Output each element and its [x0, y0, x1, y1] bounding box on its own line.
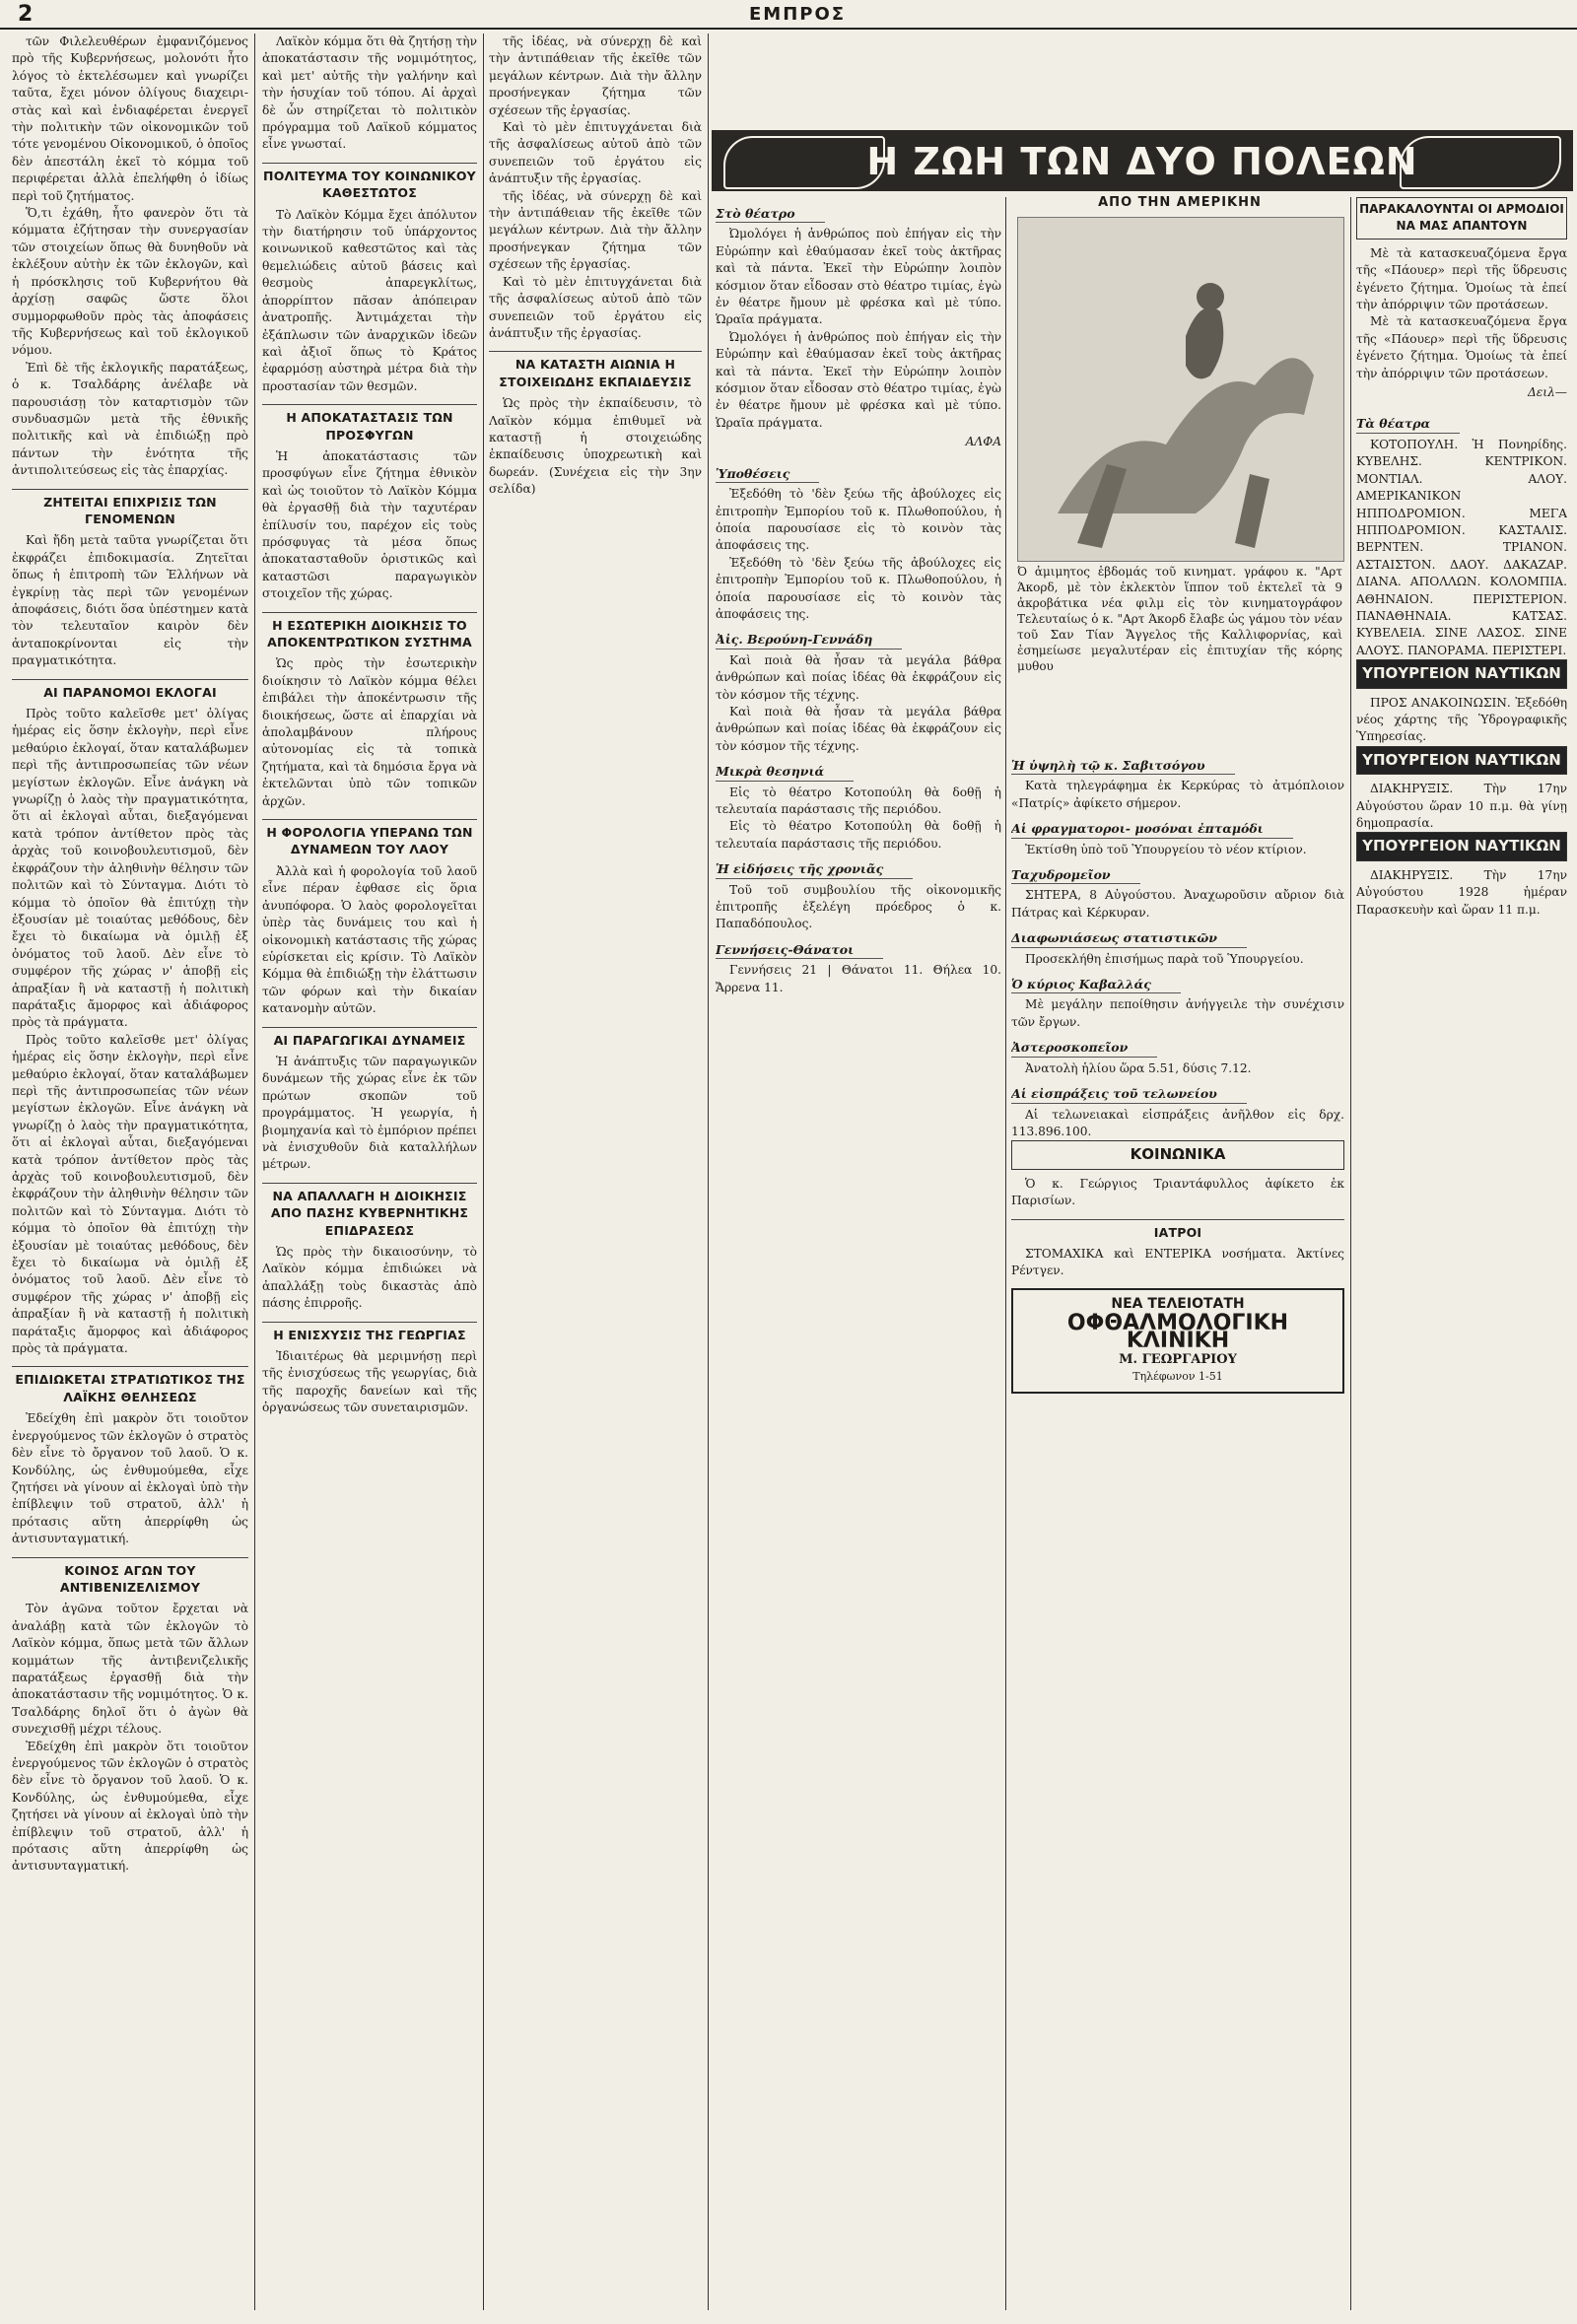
clinic-advertisement [1011, 1288, 1344, 1394]
paragraph: ΠΡΟΣ ΑΝΑΚΟΙΝΩΣΙΝ. Ἐξεδόθη νέος χάρτης τῆς Ὑδρογραφικῆς Ὑπηρεσίας. [1356, 695, 1567, 744]
paragraph: Ἐπὶ δὲ τῆς ἐκλογικῆς παρατάξεως, ὁ κ. Τσαλδάρης ἀνέλαβε νὰ παρουσιάσῃ τὸν καταρτισμὸν τῶν συνδυασμῶν μετὰ τῆς ἐθνικῆς πολιτικῆς καὶ νὰ ἐπιδιώξῃ πρὸ πάντων τὴν ἑνότητα τῆς ἀντιπολιτεύσεως εἰς τὰς ἐπαρχίας. [12, 360, 248, 478]
paragraph: Ἀνατολὴ ἡλίου ὥρα 5.51, δύσις 7.12. [1025, 1060, 1252, 1075]
column-rule [708, 34, 709, 2310]
rubric-heading: Τὰ θέατρα [1356, 415, 1460, 433]
ministry-notice-heading: ΥΠΟΥΡΓΕΙΟΝ ΝΑΥΤΙΚΩΝ [1356, 746, 1567, 775]
paragraph: Ὡς πρὸς τὴν ἐσωτερικὴν διοίκησιν τὸ Λαϊκὸν κόμμα θέλει ἐπιβάλει τὴν ἀποκέντρωσιν τῆς διοικήσεως, ὥστε αἱ ἐπαρχίαι νὰ ἀπολαμβάνουν πλήρους αὐτονομίας εἰς τὰ τοπικὰ ζητήματα, καὶ τὰ δημόσια ἔργα νὰ ἐκτελῶνται ὑπὸ τῶν τοπικῶν ἀρχῶν. [262, 656, 477, 808]
ad-line: Τηλέφωνον 1-51 [1132, 1370, 1223, 1384]
paragraph: Καὶ ποιὰ θὰ ἦσαν τὰ μεγάλα βάθρα ἀνθρώπων καὶ ποίας ἰδέας θὰ ἐκφράζουν εἰς τὸν κόσμον τῆς τέχνης. [716, 704, 1001, 753]
paragraph: Πρὸς τοῦτο καλεῖσθε μετ' ὀλίγας ἡμέρας εἰς ὅσην ἐκλογὴν, περὶ εἶνε μεθαύριο ἐκλογαί, ὅταν καταλάβωμεν περὶ τῆς ἀντιπροσωπείας τῶν νέων μεγίστων ἐκλογῶν. Εἶνε ἀνάγκη νὰ γνωρίζῃ ὁ λαὸς τὴν πραγματικότητα, ὅτι αἱ ἐκλογαὶ αὗται, διεξαγόμεναι κατὰ τρόπον ἀντίθετον πρὸς τὰς ἀρχὰς τοῦ κοινοβουλευτισμοῦ, δὲν ἐκφράζουν τὴν ἀληθινὴν θέλησιν τῶν πολιτῶν καὶ τὸ Σύνταγμα. Διότι τὸ κόμμα τὸ ὁποῖον θὰ ἐπιτύχῃ τὴν ἐξουσίαν μὲ τοιαύτας μεθόδους, δὲν ἔχει τὸ δικαίωμα νὰ ὁμιλῇ ἐξ ὀνόματος τοῦ λαοῦ. Δὲν εἶνε τὸ συμφέρον τῆς χώρας ν' ἀποβῇ εἰς ἀπραξίαν ἢ νὰ καταστῇ ἡ πολιτικὴ παράταξις ἄμορφος καὶ ἀδιάφορος πρὸς τὰ πράγματα. [12, 1032, 248, 1356]
paragraph: Καὶ τὸ μὲν ἐπιτυγχάνεται διὰ τῆς ἀσφαλίσεως αὐτοῦ ἀπὸ τῶν συνεπειῶν τοῦ ἐργάτου εἰς ἀνάπτυξιν τῆς ἐργασίας. [489, 274, 702, 340]
paragraph: ΣΤΟΜΑΧΙΚΑ καὶ ΕΝΤΕΡΙΚΑ νοσήματα. Ἀκτίνες Ρέντγεν. [1011, 1246, 1344, 1278]
article-column-1 [12, 34, 248, 2310]
masthead [0, 0, 1577, 30]
photo-heading: ΑΠΟ ΤΗΝ ΑΜΕΡΙΚΗΝ [1098, 195, 1262, 210]
author-signature: Δειλ— [1527, 385, 1567, 400]
paragraph: Ἐξεδόθη τὸ 'δὲν ξεύω τῆς ἀβούλοχες εἰς ἐπιτροπὴν Ἐμπορίου τοῦ κ. Πλωθοπούλου, ἡ ὁποία παρουσίασε εἰς τὸ κοινὸν τὰς ἀποφάσεις της. [716, 487, 1001, 553]
article-column-5 [1011, 749, 1344, 2310]
column-rule [483, 34, 484, 2310]
paragraph: Μὲ μεγάλην πεποίθησιν ἀνήγγειλε τὴν συνέχισιν τῶν ἔργων. [1011, 997, 1344, 1029]
rubric-heading: Ὑποθέσεις [716, 465, 819, 483]
notice-line: ΝΑ ΜΑΣ ΑΠΑΝΤΟΥΝ [1396, 219, 1528, 234]
paragraph: Λαϊκὸν κόμμα ὅτι θὰ ζητήσῃ τὴν ἀποκατάστασιν τῆς νομιμότητος, καὶ μετ' αὐτῆς τὴν γαλήνην καὶ τὴν ἡσυχίαν τοῦ τόπου. Αἱ ἀρχαὶ δὲ ὧν στηρίζεται τὸ πολιτικὸν πρόγραμμα τοῦ Λαϊκοῦ κόμματος εἶνε γνωσταί. [262, 34, 477, 152]
section-heading: ΚΟΙΝΟΣ ΑΓΩΝ ΤΟΥ ΑΝΤΙΒΕΝΙΖΕΛΙΣΜΟΥ [12, 1557, 248, 1597]
article-column-6 [1356, 197, 1567, 2310]
paragraph: Ἰδιαιτέρως θὰ μεριμνήσῃ περὶ τῆς ἐνισχύσεως τῆς γεωργίας, διὰ τῆς παροχῆς δανείων καὶ τῆς ὀργανώσεως τῶν συνεταιρισμῶν. [262, 1349, 477, 1415]
paragraph: Ἐκτίσθη ὑπὸ τοῦ Ὑπουργείου τὸ νέον κτίριον. [1025, 842, 1307, 856]
paragraph: τῆς ἰδέας, νὰ σύνερχῃ δὲ καὶ τὴν ἀντιπάθειαν τῆς ἐκεῖθε τῶν μεγάλων κέντρων. Διὰ τὴν ἄλλην προσήνεγκαν ζήτημα τῶν σχέσεων τῆς ἐργασίας. [489, 188, 702, 272]
notice-box [1356, 197, 1567, 239]
notice-line: ΠΑΡΑΚΑΛΟΥΝΤΑΙ ΟΙ ΑΡΜΟΔΙΟΙ [1359, 202, 1564, 216]
paragraph: Ὡς πρὸς τὴν ἐκπαίδευσιν, τὸ Λαϊκὸν κόμμα ἐπιθυμεῖ νὰ καταστῇ ἡ στοιχειώδης ἐκπαίδευσις ὑποχρεωτικὴ καὶ δωρεάν. (Συνέχεια εἰς τὴν 3ην σελίδα) [489, 396, 702, 497]
paragraph: Καὶ ἤδη μετὰ ταῦτα γνωρίζεται ὅτι ἐκφράζει ἐπιδοκιμασία. Ζητεῖται ὅπως ἡ ἐπιτροπὴ τῶν Ἑλλήνων νὰ ἐγκρίνῃ τὰς περὶ τῶν γενομένων ἀποφάσεις, διότι ὅσα ὑπέστημεν κατὰ τὸν τελευταῖον καιρὸν δὲν ἀνταποκρίνονται εἰς τὴν πραγματικότητα. [12, 533, 248, 668]
section-heading: ΝΑ ΚΑΤΑΣΤΗ ΑΙΩΝΙΑ Η ΣΤΟΙΧΕΙΩΔΗΣ ΕΚΠΑΙΔΕΥΣΙΣ [489, 351, 702, 390]
paragraph: Κατὰ τηλεγράφημα ἐκ Κερκύρας τὸ ἀτμόπλοιον «Πατρίς» ἀφίκετο σήμερον. [1011, 779, 1344, 810]
paragraph: Ἀλλὰ καὶ ἡ φορολογία τοῦ λαοῦ εἶνε πέραν ἐφθασε εἰς ὅρια ἀνυπόφορα. Ὁ λαὸς φορολογεῖται ὑπὲρ τὰς δυνάμεις του καὶ ἡ οἰκονομικὴ κατάστασις τῆς χώρας εὑρίσκεται εἰς κρίσιν. Τὸ Λαϊκὸν Κόμμα θὰ ἐπιδιώξῃ τὴν ἐλάττωσιν τῶν φόρων καὶ τὴν δικαίαν κατανομὴν αὐτῶν. [262, 863, 477, 1016]
paragraph: ΣΗΤΕΡΑ, 8 Αὐγούστου. Ἀναχωροῦσιν αὔριον διὰ Πάτρας καὶ Κέρκυραν. [1011, 888, 1344, 920]
banner-title: Η ΖΩΗ ΤΩΝ ΔΥΟ ΠΟΛΕΩΝ [866, 140, 1418, 183]
section-heading: Η ΑΠΟΚΑΤΑΣΤΑΣΙΣ ΤΩΝ ΠΡΟΣΦΥΓΩΝ [262, 404, 477, 444]
masthead-rule [0, 28, 1577, 30]
paragraph: Ὁ κ. Γεώργιος Τριαντάφυλλος ἀφίκετο ἐκ Παρισίων. [1011, 1176, 1344, 1208]
column-rule [254, 34, 255, 2310]
paper-name: ΕΜΠΡΟΣ [749, 4, 847, 25]
section-heading: ΕΠΙΔΙΩΚΕΤΑΙ ΣΤΡΑΤΙΩΤΙΚΟΣ ΤΗΣ ΛΑΪΚΗΣ ΘΕΛΗΣΕΩΣ [12, 1366, 248, 1405]
paragraph: Τὸ Λαϊκὸν Κόμμα ἔχει ἀπόλυτον τὴν διατήρησιν τοῦ ὑπάρχοντος κοινωνικοῦ καθεστῶτος καὶ τὰς θεμελιώδεις αὐτοῦ βάσεις καὶ θεσμοὺς ἀπαρεγκλίτως, ἀπορρίπτον πᾶσαν ἀπόπειραν ἀνατροπῆς. Ἀντιμάχεται τὴν ἐξάπλωσιν τῶν ἀναρχικῶν ἰδεῶν καὶ ἀξιοῖ ὅπως τὸ Κράτος ἐφαρμόσῃ αὐστηρὰ μέτρα διὰ τὴν προστασίαν τῶν θεσμῶν. [262, 207, 477, 393]
section-heading: ΑΙ ΠΑΡΑΝΟΜΟΙ ΕΚΛΟΓΑΙ [12, 679, 248, 701]
section-heading: ΠΟΛΙΤΕΥΜΑ ΤΟΥ ΚΟΙΝΩΝΙΚΟΥ ΚΑΘΕΣΤΩΤΟΣ [262, 163, 477, 202]
paragraph: Τὸν ἀγῶνα τοῦτον ἔρχεται νὰ ἀναλάβῃ κατὰ τῶν ἐκλογῶν τὸ Λαϊκὸν κόμμα, ὅπως μετὰ τῶν ἄλλων κομμάτων τῆς ἀντιβενιζελικῆς παρατάξεως ἐργασθῇ διὰ τὴν ἀποκατάστασιν τῆς νομιμότητος. Ὁ κ. Τσαλδάρης δηλοῖ ὅτι ὁ ἀγὼν θὰ συνεχισθῇ μέχρι τέλους. [12, 1602, 248, 1737]
section-heading: Η ΕΝΙΣΧΥΣΙΣ ΤΗΣ ΓΕΩΡΓΙΑΣ [262, 1322, 477, 1343]
photo-caption: Ό ἀμιμητος ἑβδομάς τοῦ κινηματ. γράφου κ. "Αρτ Άκορδ, μὲ τὸν ἐκλεκτὸν ἵππον τοῦ ἐκτελεῖ τὰ 9 ἀκροβάτικα νέα φιλμ εἰς τὸν κινηματογράφον Τελευταίως ὁ κ. "Αρτ Άκορδ ἔλαβε ὡς γάμου τὸν νέαν τοῦ Σαν Τίαν Ἄγγελος τῆς Καλλιφορνίας, καὶ ἐσημείωσε μεγαλυτέραν εἰς ἐπιτυχίαν τῆς κόρης μυθου [1017, 565, 1342, 673]
paragraph: ΔΙΑΚΗΡΥΞΙΣ. Τὴν 17ην Αὐγούστου ὥραν 10 π.μ. θὰ γίνῃ δημοπρασία. [1356, 782, 1567, 830]
ministry-notice-heading: ΥΠΟΥΡΓΕΙΟΝ ΝΑΥΤΙΚΩΝ [1356, 659, 1567, 688]
section-heading: Η ΦΟΡΟΛΟΓΙΑ ΥΠΕΡΑΝΩ ΤΩΝ ΔΥΝΑΜΕΩΝ ΤΟΥ ΛΑΟΥ [262, 819, 477, 858]
ad-line: ΝΕΑ ΤΕΛΕΙΟΤΑΤΗ [1111, 1295, 1245, 1312]
rubric-heading: Ἀστεροσκοπεῖον [1011, 1039, 1157, 1057]
article-column-4 [716, 197, 1001, 2310]
paragraph: Ἡ ἀποκατάστασις τῶν προσφύγων εἶνε ζήτημα ἐθνικὸν καὶ ὡς τοιοῦτον τὸ Λαϊκὸν Κόμμα θὰ ἐργασθῇ διὰ τὴν ταχυτέραν ἐπίλυσίν του, παρέχον εἰς τοὺς πρόσφυγας τὰ μέσα ὅπως ἀποκατασταθοῦν ὁριστικῶς καὶ καταστῶσι παραγωγικὸν στοιχεῖον τῆς χώρας. [262, 448, 477, 601]
paragraph: Ἡ ἀνάπτυξις τῶν παραγωγικῶν δυνάμεων τῆς χώρας εἶνε ἐκ τῶν πρώτων σκοπῶν τοῦ προγράμματος. Ἡ γεωργία, ἡ βιομηχανία καὶ τὸ ἐμπόριον πρέπει νὰ ἐνισχυθοῦν διὰ καταλλήλων μέτρων. [262, 1054, 477, 1172]
paragraph: τῆς ἰδέας, νὰ σύνερχῃ δὲ καὶ τὴν ἀντιπάθειαν τῆς ἐκεῖθε τῶν μεγάλων κέντρων. Διὰ τὴν ἄλλην προσήνεγκαν ζήτημα τῶν σχέσεων τῆς ἐργασίας. [489, 34, 702, 117]
paragraph: Καὶ ποιὰ θὰ ἦσαν τὰ μεγάλα βάθρα ἀνθρώπων καὶ ποίας ἰδέας θὰ ἐκφράζουν εἰς τὸν κόσμον τῆς τέχνης. [716, 652, 1001, 702]
paragraph: Καὶ τὸ μὲν ἐπιτυγχάνεται διὰ τῆς ἀσφαλίσεως αὐτοῦ ἀπὸ τῶν συνεπειῶν τοῦ ἐργάτου εἰς ἀνάπτυξιν τῆς ἐργασίας. [489, 120, 702, 186]
rubric-heading: Αἱ φραγματοροι- μοσόναι ἐπταμόδι [1011, 820, 1293, 838]
rubric-heading: Ἡ ὑψηλὴ τῷ κ. Σαβιτσόγου [1011, 757, 1235, 775]
column-rule [1350, 197, 1351, 2310]
paragraph: ΚΟΤΟΠΟΥΛΗ. Ἡ Πονηρίδης. ΚΥΒΕΛΗΣ. ΚΕΝΤΡΙΚΟΝ. ΜΟΝΤΙΑΛ. ΑΛΟΥ. ΑΜΕΡΙΚΑΝΙΚΟΝ ΗΠΠΟΔΡΟΜΙΟΝ. ΜΕΓΑ ΗΠΠΟΔΡΟΜΙΟΝ. ΚΑΣΤΑΛΙΣ. ΒΕΡΝΤΕΝ. ΤΡΙΑΝΟΝ. ΑΣΤΑΙΣΤΟΝ. ΔΑΟΥ. ΔΑΚΑΖΑΡ. ΔΙΑΝΑ. ΑΠΟΛΛΩΝ. ΚΟΛΟΜΠΙΑ. ΑΘΗΝΑΙΟΝ. ΠΕΡΙΣΤΕΡΙΟΝ. ΠΑΝΑΘΗΝΑΙΑ. ΚΑΤΣΑΣ. ΚΥΒΕΛΕΙΑ. ΣΙΝΕ ΛΑΣΟΣ. ΣΙΝΕ ΑΛΟΥΣ. ΠΑΝΟΡΑΜΑ. ΠΕΡΙΣΤΕΡΙ. [1356, 437, 1567, 657]
section-heading: ΝΑ ΑΠΑΛΛΑΓΗ Η ΔΙΟΙΚΗΣΙΣ ΑΠΟ ΠΑΣΗΣ ΚΥΒΕΡΝΗΤΙΚΗΣ ΕΠΙΔΡΑΣΕΩΣ [262, 1183, 477, 1239]
paragraph: Ὅ,τι ἐχάθη, ἦτο φανερὸν ὅτι τὰ κόμματα ἐζήτησαν τὴν συνεργασίαν τῶν στοιχείων ὅπως θὰ δυνηθοῦν νὰ ἐκλέξουν αὐτὴν ἐκ τῶν ἐκλογῶν, καὶ ἡ πρόσκλησις τοῦ Κυβερνήτου θὰ ἀρχίσῃ σαφῶς ὥστε ὅλοι συμμορφωθοῦν πρὸς τὰς ἀποφάσεις τῆς Κυβερνήσεως καὶ τοῦ ἐκλογικοῦ νόμου. [12, 206, 248, 358]
paragraph: Μὲ τὰ κατασκευαζόμενα ἔργα τῆς «Πάουερ» περὶ τῆς ὕδρευσις ἐγένετο ζήτημα. Ὁμοίως τὰ ἐπεί τὴν ἀπόρριψιν τῶν προτάσεων. [1356, 245, 1567, 312]
rubric-heading: Διαφωνιάσεως στατιστικῶν [1011, 929, 1247, 947]
paragraph: Ἐξεδόθη τὸ 'δὲν ξεύω τῆς ἀβούλοχες εἰς ἐπιτροπὴν Ἐμπορίου τοῦ κ. Πλωθοπούλου, ἡ ὁποία παρουσίασε εἰς τὸ κοινὸν τὰς ἀποφάσεις της. [716, 555, 1001, 621]
rubric-heading: Αἱ εἰσπράξεις τοῦ τελωνείου [1011, 1085, 1247, 1103]
rubric-heading: Ταχυδρομεῖον [1011, 866, 1140, 884]
paragraph: Αἱ τελωνειακαὶ εἰσπράξεις ἀνῆλθον εἰς δρχ. 113.896.100. [1011, 1107, 1344, 1138]
paragraph: Ὠμολόγει ἡ ἀνθρώπος ποὺ ἐπήγαν εἰς τὴν Εὐρώπην καὶ ἐθαύμασαν ἐκεῖ τοὺς ἀκτῆρας καὶ τὰ πάντα. Ἐκεῖ τὴν Εὐρώπην λοιπὸν κόσμιον ὅταν εἶδοσαν στὸ θέατρο τιμίας, ἐγὼ ἐν θέατρε ἤμουν μὲ φρέσκα καὶ μὲ τύπο. Ὡραῖα πράγματα. [716, 329, 1001, 430]
rubric-heading: Ἀἰς. Βερούνη-Γεννάδη [716, 631, 902, 649]
article-column-3 [489, 34, 702, 2310]
paragraph: Ἐδείχθη ἐπὶ μακρὸν ὅτι τοιοῦτον ἐνεργούμενος τῶν ἐκλογῶν ὁ στρατὸς δὲν εἶνε τὸ ὄργανον τοῦ λαοῦ. Ὁ κ. Κονδύλης, ὡς ἐνθυμούμεθα, εἶχε ζητήσει νὰ γίνουν αἱ ἐκλογαὶ ὑπὸ τὴν ἐπίβλεψιν τοῦ στρατοῦ, ἀλλ' ἡ πρότασις αὕτη ἀπερρίφθη ὡς ἀντισυνταγματική. [12, 1739, 248, 1874]
author-signature: ΑΛΦΑ [965, 435, 1001, 449]
paragraph: Μὲ τὰ κατασκευαζόμενα ἔργα τῆς «Πάουερ» περὶ τῆς ὕδρευσις ἐγένετο ζήτημα. Ὁμοίως τὰ ἐπεί τὴν ἀπόρριψιν τῶν προτάσεων. [1356, 314, 1567, 380]
paragraph: Γεννήσεις 21 | Θάνατοι 11. Θήλεα 10. Ἄρρενα 11. [716, 963, 1001, 994]
section-banner [712, 130, 1573, 191]
ad-line: Μ. ΓΕΩΡΓΑΡΙΟΥ [1119, 1351, 1237, 1367]
paragraph: Εἰς τὸ θέατρο Κοτοπούλη θὰ δοθῇ ἡ τελευταία παράστασις τῆς περιόδου. [716, 785, 1001, 816]
paragraph: Πρὸς τοῦτο καλεῖσθε μετ' ὀλίγας ἡμέρας εἰς ὅσην ἐκλογὴν, περὶ εἶνε μεθαύριο ἐκλογαί, ὅταν καταλάβωμεν περὶ τῆς ἀντιπροσωπείας τῶν νέων μεγίστων ἐκλογῶν. Εἶνε ἀνάγκη νὰ γνωρίζῃ ὁ λαὸς τὴν πραγματικότητα, ὅτι αἱ ἐκλογαὶ αὗται, διεξαγόμεναι κατὰ τρόπον ἀντίθετον πρὸς τὰς ἀρχὰς τοῦ κοινοβουλευτισμοῦ, δὲν ἐκφράζουν τὴν ἀληθινὴν θέλησιν τῶν πολιτῶν καὶ τὸ Σύνταγμα. Διότι τὸ κόμμα τὸ ὁποῖον θὰ ἐπιτύχῃ τὴν ἐξουσίαν μὲ τοιαύτας μεθόδους, δὲν ἔχει τὸ δικαίωμα νὰ ὁμιλῇ ἐξ ὀνόματος τοῦ λαοῦ. Δὲν εἶνε τὸ συμφέρον τῆς χώρας ν' ἀποβῇ εἰς ἀπραξίαν ἢ νὰ καταστῇ ἡ πολιτικὴ παράταξις ἄμορφος καὶ ἀδιάφορος πρὸς τὰ πράγματα. [12, 707, 248, 1030]
page-number: 2 [18, 2, 34, 27]
section-heading: ΑΙ ΠΑΡΑΓΩΓΙΚΑΙ ΔΥΝΑΜΕΙΣ [262, 1027, 477, 1049]
section-heading: Η ΕΣΩΤΕΡΙΚΗ ΔΙΟΙΚΗΣΙΣ ΤΟ ΑΠΟΚΕΝΤΡΩΤΙΚΟΝ ΣΥΣΤΗΜΑ [262, 612, 477, 651]
paragraph: ΔΙΑΚΗΡΥΞΙΣ. Τὴν 17ην Αὐγούστου 1928 ἡμέραν Παρασκευὴν καὶ ὥραν 11 π.μ. [1356, 867, 1567, 917]
paragraph: Ἐδείχθη ἐπὶ μακρὸν ὅτι τοιοῦτον ἐνεργούμενος τῶν ἐκλογῶν ὁ στρατὸς δὲν εἶνε τὸ ὄργανον τοῦ λαοῦ. Ὁ κ. Κονδύλης, ὡς ἐνθυμούμεθα, εἶχε ζητήσει νὰ γίνουν αἱ ἐκλογαὶ ὑπὸ τὴν ἐπίβλεψιν τοῦ στρατοῦ, ἀλλ' ἡ πρότασις αὕτη ἀπερρίφθη ὡς ἀντισυνταγματική. [12, 1411, 248, 1546]
photo-horse-rider [1017, 217, 1344, 562]
paragraph: Προσεκλήθη ἐπισήμως παρὰ τοῦ Ὑπουργείου. [1025, 951, 1304, 966]
article-column-2 [262, 34, 477, 2310]
section-heading: ΙΑΤΡΟΙ [1011, 1219, 1344, 1241]
paragraph: Ὠμολόγει ἡ ἀνθρώπος ποὺ ἐπήγαν εἰς τὴν Εὐρώπην καὶ ἐθαύμασαν ἐκεῖ τοὺς ἀκτῆρας καὶ τὰ πάντα. Ἐκεῖ τὴν Εὐρώπην λοιπὸν κόσμιον ὅταν εἶδοσαν στὸ θέατρο τιμίας, ἐγὼ ἐν θέατρε ἤμουν μὲ φρέσκα καὶ μὲ τύπο. Ὡραῖα πράγματα. [716, 227, 1001, 327]
paragraph: Τοῦ τοῦ συμβουλίου τῆς οἰκονομικῆς ἐπιτροπῆς ἐξελέγη πρόεδρος ὁ κ. Παπαδόπουλος. [716, 882, 1001, 931]
rubric-heading: Στὸ θέατρο [716, 205, 825, 223]
paragraph: Εἰς τὸ θέατρο Κοτοπούλη θὰ δοθῇ ἡ τελευταία παράστασις τῆς περιόδου. [716, 819, 1001, 851]
horse-rider-image-icon [1018, 218, 1343, 561]
koinonika-heading: ΚΟΙΝΩΝΙΚΑ [1011, 1140, 1344, 1169]
rubric-heading: Ὁ κύριος Καβαλλάς [1011, 976, 1181, 993]
paragraph: τῶν Φιλελευθέρων ἐμφανιζόμενος πρὸ τῆς Κυβερνήσεως, μολονότι ἦτο λόγος τὸ ἐκτελέσωμεν καὶ γνωρίζει ταῦτα, ἔχει μόνον ὀλίγους διαχειριστὰς καὶ καὶ ἐνδιαφέρεται ἐνεργεῖ τὴν πολιτικὴν τῶν οἰκονομικῶν τοῦ τότε γενομένου Οἰκονομικοῦ, ὁ ὁποῖος δὲν ἀπεστάλη ἐκεῖ τὸ κόμμα τοῦ περιφέρεται ἀλλὰ ἐπελήφθη ὁ ἰδίως περὶ τοῦ ζητήματος. [12, 34, 248, 203]
paragraph: Ὡς πρὸς τὴν δικαιοσύνην, τὸ Λαϊκὸν κόμμα ἐπιδιώκει νὰ ἀπαλλάξῃ τοὺς δικαστὰς ἀπὸ πάσης ἐπιρροῆς. [262, 1245, 477, 1311]
column-rule [1005, 197, 1006, 2310]
rubric-heading: Γεννήσεις-Θάνατοι [716, 941, 883, 959]
rubric-heading: Μικρὰ θεσηνιά [716, 763, 854, 781]
ministry-notice-heading: ΥΠΟΥΡΓΕΙΟΝ ΝΑΥΤΙΚΩΝ [1356, 832, 1567, 860]
ad-line: ΟΦΘΑΛΜΟΛΟΓΙΚΗ ΚΛΙΝΙΚΗ [1066, 1311, 1289, 1353]
rubric-heading: Ἡ εἰδήσεις τῆς χρονιᾶς [716, 860, 913, 878]
section-heading: ΖΗΤΕΙΤΑΙ ΕΠΙΧΡΙΣΙΣ ΤΩΝ ΓΕΝΟΜΕΝΩΝ [12, 489, 248, 528]
